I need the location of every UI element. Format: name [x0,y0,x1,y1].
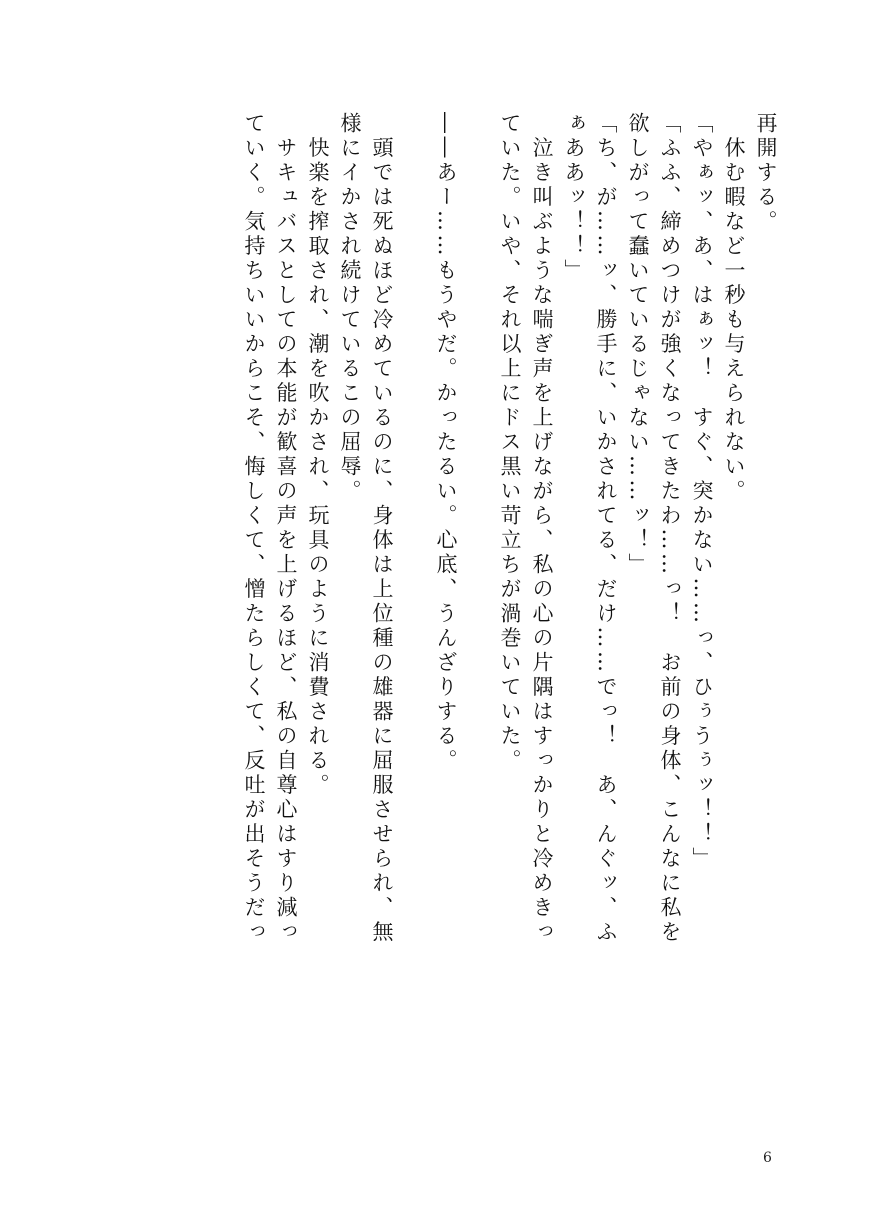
text-line: ていた。いや、それ以上にドス黒い苛立ちが渦巻いていた。 [498,112,522,774]
blank-line [462,112,494,1042]
text-line: 頭では死ぬほど冷めているのに、身体は上位種の雄器に屈服させられ、無 [370,112,394,945]
page-number: 6 [763,1150,772,1166]
text-line: 休む暇など一秒も与えられない。 [722,112,746,504]
vertical-text-body [62,112,782,1042]
text-line: サキュバスとしての本能が歓喜の声を上げるほど、私の自尊心はすり減っ [274,112,298,945]
text-line: 泣き叫ぶような喘ぎ声を上げながら、私の心の片隅はすっかりと冷めきっ [530,112,554,945]
text-line: ていく。気持ちいいからこそ、悔しくて、憎たらしくて、反吐が出そうだっ [242,112,266,945]
text-line: ――あー……もうやだ。かったるい。心底、うんざりする。 [434,112,458,774]
text-line: 「ふふ、締めつけが強くなってきたわ……っ！ お前の身体、こんなに私を [658,112,682,945]
text-line: 「ち、が……ッ、勝手に、いかされてる、だけ……でっ！ あ、んぐッ、ふ [594,112,618,945]
text-line: 快楽を搾取され、潮を吹かされ、玩具のように消費される。 [306,112,330,798]
blank-line [398,112,430,1042]
text-line: 再開する。 [754,112,778,235]
text-line: ぁああッ！！」 [562,112,586,284]
text-line: 欲しがって蠢いているじゃない……ッ！」 [626,112,650,578]
text-line: 様にイかされ続けているこの屈辱。 [338,112,362,504]
text-line: 「やぁッ、あ、はぁッ！ すぐ、突かない……っ、ひぅうぅッ！！」 [690,112,714,872]
